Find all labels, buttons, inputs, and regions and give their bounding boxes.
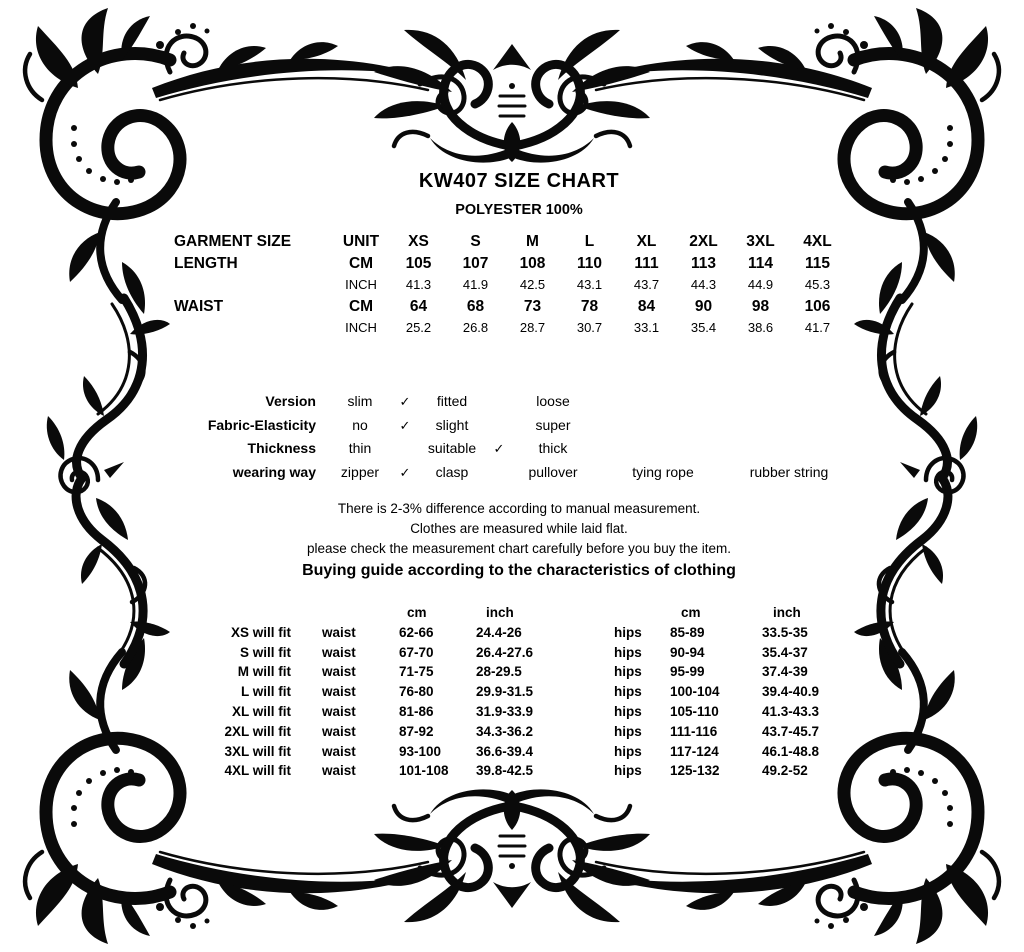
value-cell: 33.1	[633, 320, 660, 335]
body-part: waist	[322, 624, 356, 640]
unit-cell: INCH	[345, 277, 377, 292]
value-cell: 41.9	[462, 277, 489, 292]
value-cell: 98	[751, 297, 770, 315]
feature-option: zipper	[340, 464, 380, 481]
value-cell: 42.5	[519, 277, 546, 292]
value-cell: 30.7	[576, 320, 603, 335]
value-cell: 25.2	[405, 320, 432, 335]
body-part: hips	[614, 743, 642, 759]
feature-option	[600, 437, 726, 461]
range-cell: 26.4-27.6	[476, 644, 534, 660]
value-cell: 44.9	[747, 277, 774, 292]
unit-cell: CM	[348, 254, 374, 272]
body-part: waist	[322, 763, 356, 779]
feature-option: fitted	[436, 393, 468, 409]
size-table-header: S	[470, 233, 481, 250]
body-part: hips	[614, 664, 642, 680]
range-cell: 93-100	[399, 743, 442, 759]
feature-option: thick	[538, 440, 568, 457]
value-cell: 35.4	[690, 320, 717, 335]
body-part: waist	[322, 644, 356, 660]
range-cell: 111-116	[670, 723, 718, 739]
value-cell: 28.7	[519, 320, 546, 335]
range-cell: 125-132	[670, 763, 720, 779]
buying-guide-table	[150, 603, 882, 781]
size-table-header: XS	[408, 233, 429, 250]
body-part: waist	[322, 703, 356, 719]
note-line: Clothes are measured while laid flat.	[410, 521, 628, 536]
feature-option	[726, 390, 852, 414]
feature-option	[600, 414, 726, 438]
column-header: cm	[681, 605, 701, 620]
feature-label: Thickness	[247, 440, 316, 457]
feature-option: suitable	[427, 440, 477, 457]
value-cell: 115	[804, 254, 830, 272]
value-cell: 106	[804, 297, 831, 315]
size-table-header: L	[584, 233, 595, 250]
range-cell: 41.3-43.3	[762, 703, 820, 719]
feature-option: thin	[348, 440, 372, 457]
range-cell: 105-110	[670, 703, 719, 719]
body-part: waist	[322, 723, 356, 739]
check-mark-icon: ✓	[399, 465, 411, 481]
body-part: hips	[614, 703, 642, 719]
range-cell: 33.5-35	[762, 624, 808, 640]
feature-option	[726, 414, 852, 438]
value-cell: 84	[637, 297, 656, 315]
check-mark-icon	[492, 390, 506, 414]
fit-label: 4XL will fit	[224, 763, 291, 779]
size-table-header: UNIT	[342, 233, 380, 250]
range-cell: 67-70	[399, 644, 434, 660]
value-cell: 64	[409, 297, 428, 315]
range-cell: 90-94	[670, 644, 705, 660]
spacer-cell	[150, 603, 291, 623]
buying-guide-heading: Buying guide according to the characteristics of clothing	[302, 562, 736, 579]
value-cell: 68	[466, 297, 485, 315]
range-cell: 36.6-39.4	[476, 743, 534, 759]
body-part: hips	[614, 723, 642, 739]
value-cell: 43.1	[576, 277, 603, 292]
body-part: hips	[614, 684, 642, 700]
feature-option: pullover	[528, 464, 578, 481]
value-cell: 41.7	[804, 320, 831, 335]
size-table-header: M	[526, 233, 539, 250]
range-cell: 34.3-36.2	[476, 723, 534, 739]
feature-option	[726, 437, 852, 461]
fit-label: L will fit	[241, 684, 291, 700]
size-table-header: GARMENT SIZE	[174, 233, 292, 250]
feature-option: loose	[536, 393, 570, 409]
range-cell: 43.7-45.7	[762, 723, 820, 739]
value-cell: 111	[634, 254, 659, 272]
body-part: hips	[614, 763, 642, 779]
range-cell: 117-124	[670, 743, 719, 759]
body-part: waist	[322, 684, 356, 700]
unit-cell: CM	[348, 297, 374, 315]
check-mark-icon: ✓	[399, 394, 411, 409]
row-label	[174, 317, 332, 339]
row-label: LENGTH	[174, 254, 238, 272]
check-mark-icon: ✓	[399, 417, 411, 433]
body-part: hips	[614, 624, 642, 640]
range-cell: 95-99	[670, 664, 705, 680]
range-cell: 101-108	[399, 763, 449, 779]
body-part: hips	[614, 644, 642, 660]
feature-option: slim	[347, 393, 373, 409]
size-table-header: XL	[636, 233, 657, 250]
check-mark-icon	[492, 461, 506, 485]
measurement-notes	[14, 499, 1024, 580]
fit-label: S will fit	[239, 644, 291, 660]
feature-option: tying rope	[632, 464, 694, 481]
range-cell: 29.9-31.5	[476, 684, 534, 700]
range-cell: 31.9-33.9	[476, 703, 534, 719]
value-cell: 45.3	[804, 277, 831, 292]
range-cell: 24.4-26	[476, 624, 522, 640]
feature-label: Fabric-Elasticity	[207, 416, 316, 433]
range-cell: 49.2-52	[762, 763, 808, 779]
range-cell: 100-104	[670, 684, 720, 700]
value-cell: 78	[580, 297, 599, 315]
column-header: inch	[773, 605, 801, 620]
range-cell: 85-89	[670, 624, 705, 640]
feature-option	[600, 390, 726, 414]
range-cell: 39.4-40.9	[762, 684, 820, 700]
value-cell: 90	[694, 297, 713, 315]
feature-option: slight	[435, 416, 469, 433]
check-mark-icon	[492, 414, 506, 438]
row-label: WAIST	[174, 297, 224, 315]
value-cell: 114	[747, 254, 773, 272]
unit-cell: INCH	[345, 320, 377, 335]
range-cell: 76-80	[399, 684, 434, 700]
range-cell: 28-29.5	[476, 664, 522, 680]
feature-option: clasp	[435, 464, 469, 481]
range-cell: 62-66	[399, 624, 434, 640]
value-cell: 41.3	[405, 277, 432, 292]
spacer-cell	[614, 603, 662, 623]
range-cell: 35.4-37	[762, 644, 808, 660]
check-mark-icon	[398, 437, 412, 461]
column-header: inch	[486, 605, 514, 620]
feature-checklist	[150, 390, 852, 485]
value-cell: 113	[690, 254, 716, 272]
page-title: KW407 SIZE CHART	[418, 170, 620, 192]
value-cell: 38.6	[747, 320, 774, 335]
range-cell: 87-92	[399, 723, 434, 739]
value-cell: 108	[519, 254, 546, 272]
value-cell: 44.3	[690, 277, 717, 292]
fit-label: XL will fit	[231, 703, 291, 719]
value-cell: 105	[405, 254, 432, 272]
row-label	[174, 274, 332, 296]
fit-label: 3XL will fit	[224, 743, 291, 759]
range-cell: 46.1-48.8	[762, 743, 820, 759]
range-cell: 71-75	[399, 664, 434, 680]
fit-label: XS will fit	[230, 624, 291, 640]
range-cell: 37.4-39	[762, 664, 808, 680]
note-line: please check the measurement chart carefully before you buy the item.	[307, 541, 731, 556]
size-table-header: 3XL	[746, 233, 775, 250]
feature-option: super	[535, 416, 571, 433]
feature-option: no	[352, 416, 368, 433]
range-cell: 81-86	[399, 703, 434, 719]
size-table-header: 2XL	[689, 233, 718, 250]
note-line: There is 2-3% difference according to manual measurement.	[337, 501, 701, 516]
size-measurement-table	[174, 231, 846, 339]
column-header: cm	[407, 605, 427, 620]
check-mark-icon: ✓	[493, 441, 505, 457]
value-cell: 43.7	[633, 277, 660, 292]
value-cell: 26.8	[462, 320, 489, 335]
value-cell: 107	[462, 254, 489, 272]
fit-label: M will fit	[237, 664, 291, 680]
spacer-cell	[291, 603, 399, 623]
feature-option: rubber string	[749, 464, 829, 481]
size-table-header: 4XL	[803, 233, 832, 250]
fabric-subtitle: POLYESTER 100%	[455, 202, 583, 218]
feature-label: wearing way	[232, 464, 316, 481]
body-part: waist	[322, 743, 356, 759]
fit-label: 2XL will fit	[224, 723, 291, 739]
value-cell: 73	[523, 297, 542, 315]
value-cell: 110	[576, 254, 602, 272]
body-part: waist	[322, 664, 356, 680]
range-cell: 39.8-42.5	[476, 763, 534, 779]
feature-label: Version	[265, 393, 316, 409]
